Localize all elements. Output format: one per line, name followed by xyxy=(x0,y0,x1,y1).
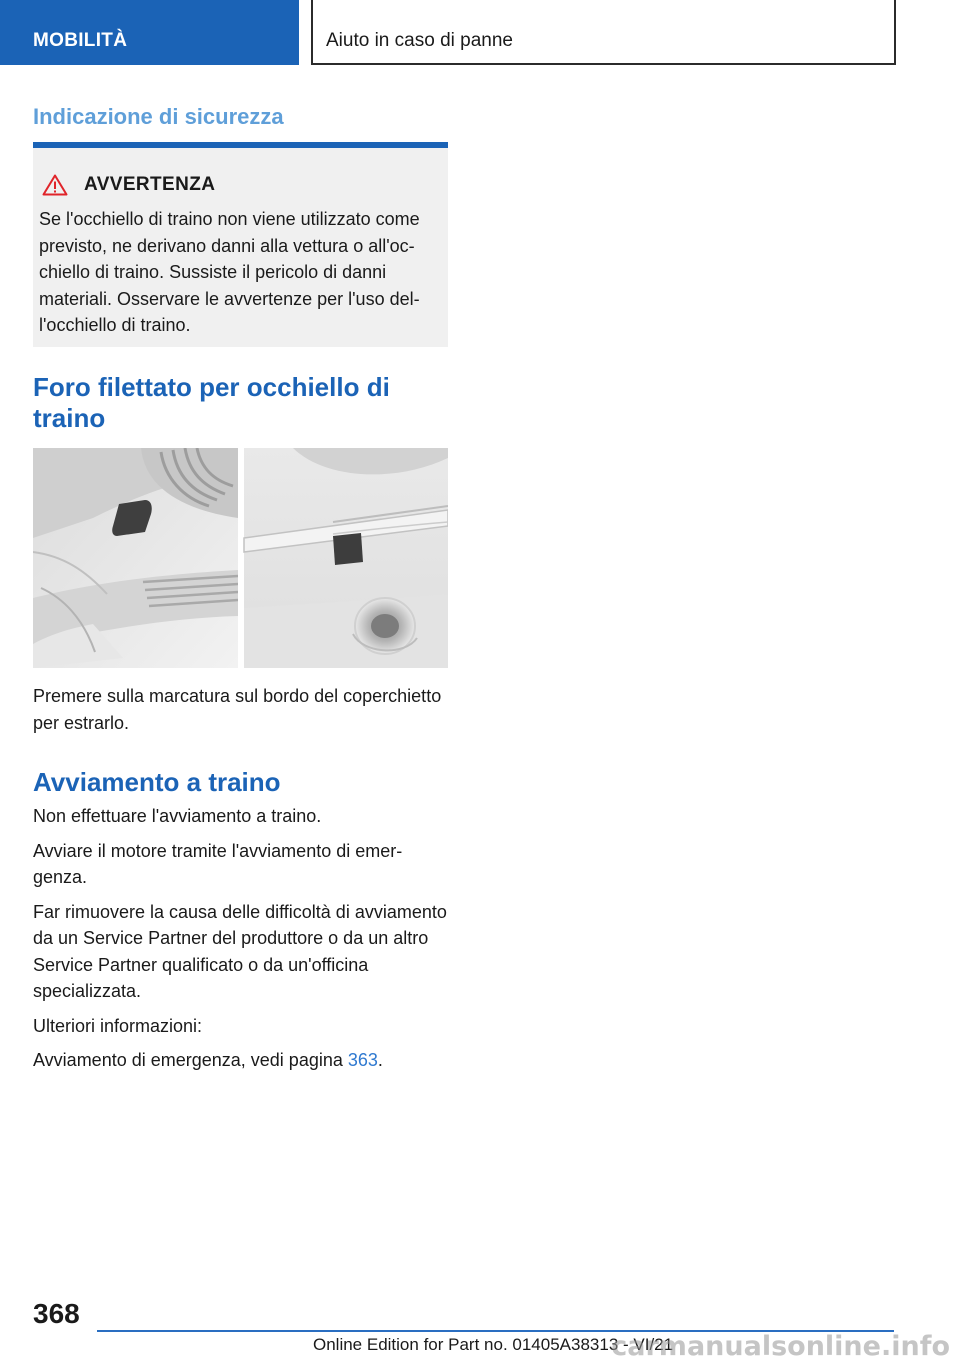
warning-label: AVVERTENZA xyxy=(84,174,216,195)
paragraph: Non effettuare l'avviamento a traino. xyxy=(33,806,322,826)
safety-heading: Indicazione di sicurezza xyxy=(33,104,284,129)
paragraph: Far rimuovere la causa delle difficoltà di avviamento da un Service Partner del produttore o da un altro Service Partner qualificato o da un'officina specializzata. xyxy=(33,901,447,1001)
warning-triangle-icon xyxy=(42,174,68,196)
paragraph: Ulteriori informazioni: xyxy=(33,1015,203,1036)
page-link-363[interactable]: 363 xyxy=(347,1050,378,1070)
footer-edition: Online Edition for Part no. 01405A38313 - VI/21 xyxy=(313,1335,674,1354)
watermark: carmanualsonline.info xyxy=(611,1331,950,1362)
warning-title xyxy=(42,174,215,196)
page-number: 368 xyxy=(33,1298,80,1329)
header-chapter-title: Aiuto in caso di panne xyxy=(311,0,896,65)
tow-hook-cover-illustration xyxy=(33,448,448,668)
warning-text: Se l'occhiello di traino non viene utilizzato come previsto, ne derivano danni alla vettura o all'occhiello di traino. Sussiste il pericolo di danni materiali. Osservare le avvertenze per l'uso dell'occhiello di traino. xyxy=(39,209,420,335)
section-title-threaded-hole: Foro filettato per occhiello di traino xyxy=(33,372,390,433)
reference-suffix: . xyxy=(377,1050,383,1070)
warning-box xyxy=(33,142,448,347)
page-reference xyxy=(33,1047,448,1074)
threaded-hole-caption: Premere sulla marcatura sul bordo del coperchietto per estrarlo. xyxy=(33,686,442,733)
tow-start-body xyxy=(33,803,448,1082)
header-section-tab: MOBILITÀ xyxy=(0,0,299,65)
paragraph: Avviare il motore tramite l'avviamento di emergenza. xyxy=(33,840,403,887)
section-title-tow-start: Avviamento a traino xyxy=(33,767,281,797)
reference-text: Avviamento di emergenza, vedi pagina xyxy=(33,1050,348,1070)
